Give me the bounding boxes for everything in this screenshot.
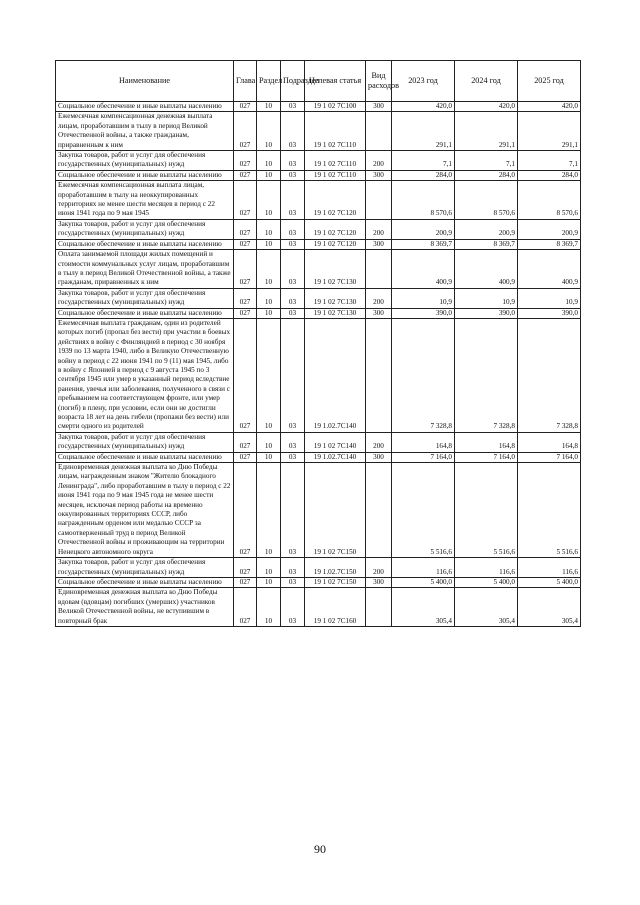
row-glava: 027: [234, 250, 257, 289]
header-2023: 2023 год: [392, 61, 455, 102]
row-razdel: 10: [257, 239, 281, 249]
row-glava: 027: [234, 308, 257, 318]
row-article: 19 1 02 7С160: [305, 588, 366, 627]
table-row: [56, 577, 581, 587]
row-razdel: 10: [257, 558, 281, 578]
row-2023: 390,0: [392, 308, 455, 318]
row-article: 19 1 02 7С120: [305, 219, 366, 239]
row-2025: 200,9: [518, 219, 581, 239]
row-article: 19 1 02 7С100: [305, 102, 366, 112]
row-vid: [366, 112, 392, 151]
row-2023: 7 164,0: [392, 452, 455, 462]
row-vid: 200: [366, 288, 392, 308]
row-podrazdel: 03: [281, 577, 305, 587]
row-vid: 200: [366, 151, 392, 171]
row-2025: 5 516,6: [518, 463, 581, 558]
row-glava: 027: [234, 318, 257, 432]
row-podrazdel: 03: [281, 308, 305, 318]
row-2023: 291,1: [392, 112, 455, 151]
row-podrazdel: 03: [281, 181, 305, 220]
row-name: Ежемесячная компенсационная денежная выплата лицам, проработавшим в тылу в период Великой Отечественной войны, а также гражданам, приравненным к ним: [56, 112, 234, 151]
row-name: Закупка товаров, работ и услуг для обеспечения государственных (муниципальных) нужд: [56, 151, 234, 171]
row-2025: 305,4: [518, 588, 581, 627]
row-glava: 027: [234, 577, 257, 587]
row-name: Единовременная денежная выплата ко Дню Победы лицам, награжденным знаком "Жителю блокадного Ленинграда", либо проработавшим в тылу в период с 22 июня 1941 года по 9 мая 1945 года не менее шести месяцев, исключая период работы на временно оккупированных территориях СССР, либо награжденным орденом или медалью СССР за самоотверженный труд в период Великой Отечественной войны и проживающим на территории Ненецкого автономного округа: [56, 463, 234, 558]
row-razdel: 10: [257, 588, 281, 627]
row-name: Социальное обеспечение и иные выплаты населению: [56, 170, 234, 180]
row-2025: 8 369,7: [518, 239, 581, 249]
row-2024: 164,8: [455, 432, 518, 452]
row-razdel: 10: [257, 308, 281, 318]
row-2025: 284,0: [518, 170, 581, 180]
row-name: Закупка товаров, работ и услуг для обеспечения государственных (муниципальных) нужд: [56, 558, 234, 578]
row-article: 19 1 02 7С130: [305, 288, 366, 308]
row-name: Ежемесячная компенсационная выплата лицам, проработавшим в тылу на неоккупированных территориях не менее шести месяцев в период с 22 июня 1941 года по 9 мая 1945: [56, 181, 234, 220]
row-glava: 027: [234, 181, 257, 220]
row-glava: 027: [234, 288, 257, 308]
row-name: Закупка товаров, работ и услуг для обеспечения государственных (муниципальных) нужд: [56, 432, 234, 452]
row-razdel: 10: [257, 112, 281, 151]
row-razdel: 10: [257, 170, 281, 180]
table-row: [56, 452, 581, 462]
row-article: 19 1 02 7С110: [305, 112, 366, 151]
row-vid: 200: [366, 432, 392, 452]
row-glava: 027: [234, 170, 257, 180]
row-2025: 10,9: [518, 288, 581, 308]
row-article: 19 1 02 7С150: [305, 463, 366, 558]
row-2024: 5 400,0: [455, 577, 518, 587]
row-2024: 8 570,6: [455, 181, 518, 220]
row-vid: [366, 318, 392, 432]
row-razdel: 10: [257, 151, 281, 171]
table-row: [56, 288, 581, 308]
row-2025: 5 400,0: [518, 577, 581, 587]
row-2023: 305,4: [392, 588, 455, 627]
row-2025: 116,6: [518, 558, 581, 578]
row-vid: [366, 250, 392, 289]
table-row: [56, 432, 581, 452]
row-2025: 7 328,8: [518, 318, 581, 432]
row-2024: 291,1: [455, 112, 518, 151]
row-article: 19 1.02.7С140: [305, 318, 366, 432]
row-name: Закупка товаров, работ и услуг для обеспечения государственных (муниципальных) нужд: [56, 288, 234, 308]
row-2023: 7 328,8: [392, 318, 455, 432]
row-2023: 5 400,0: [392, 577, 455, 587]
row-2023: 5 516,6: [392, 463, 455, 558]
row-2024: 116,6: [455, 558, 518, 578]
page-number: 90: [314, 842, 326, 856]
table-row: [56, 181, 581, 220]
row-name: Социальное обеспечение и иные выплаты населению: [56, 452, 234, 462]
header-name: Наименование: [56, 61, 234, 102]
table-row: [56, 102, 581, 112]
row-glava: 027: [234, 151, 257, 171]
header-vid: Вид расходов: [366, 61, 392, 102]
row-article: 19 1 02 7С120: [305, 239, 366, 249]
row-vid: 200: [366, 558, 392, 578]
row-name: Социальное обеспечение и иные выплаты населению: [56, 308, 234, 318]
row-name: Ежемесячная выплата гражданам, один из родителей которых погиб (пропал без вести) при участии в боевых действиях в войну с Финляндией в период с 30 ноября 1939 по 13 марта 1940, либо в Великую Отечественную войну в период с 22 июня 1941 по 9 (11) мая 1945, либо в войну с Японией в период с 9 августа 1945 по 3 сентября 1945 или умер в указанный период вследствие ранения, увечья или заболевания, полученного в связи с пребыванием на соответствующем фронте, или умер (погиб) в плену, при условии, если они не достигли возраста 18 лет на день гибели (пропажи без вести) или смерти одного из родителей: [56, 318, 234, 432]
row-glava: 027: [234, 102, 257, 112]
row-2025: 7 164,0: [518, 452, 581, 462]
row-podrazdel: 03: [281, 102, 305, 112]
row-name: Социальное обеспечение и иные выплаты населению: [56, 239, 234, 249]
row-razdel: 10: [257, 318, 281, 432]
row-2023: 8 570,6: [392, 181, 455, 220]
row-name: Оплата занимаемой площади жилых помещений и стоимости коммунальных услуг лицам, проработавшим в тылу в период Великой Отечественной войны, а также гражданам, приравненных к ним: [56, 250, 234, 289]
row-2024: 5 516,6: [455, 463, 518, 558]
table-row: [56, 463, 581, 558]
row-glava: 027: [234, 432, 257, 452]
header-2025: 2025 год: [518, 61, 581, 102]
row-vid: 300: [366, 577, 392, 587]
row-podrazdel: 03: [281, 219, 305, 239]
row-2024: 7 164,0: [455, 452, 518, 462]
row-podrazdel: 03: [281, 288, 305, 308]
table-row: [56, 318, 581, 432]
header-podrazdel: Подраздел: [281, 61, 305, 102]
row-2024: 200,9: [455, 219, 518, 239]
row-2025: 7,1: [518, 151, 581, 171]
row-glava: 027: [234, 588, 257, 627]
row-2024: 420,0: [455, 102, 518, 112]
row-podrazdel: 03: [281, 558, 305, 578]
row-2023: 164,8: [392, 432, 455, 452]
row-article: 19 1 02 7С130: [305, 250, 366, 289]
row-article: 19 1 02 7С140: [305, 432, 366, 452]
row-2025: 390,0: [518, 308, 581, 318]
row-razdel: 10: [257, 288, 281, 308]
header-2024: 2024 год: [455, 61, 518, 102]
table-row: [56, 112, 581, 151]
row-2025: 420,0: [518, 102, 581, 112]
row-2023: 400,9: [392, 250, 455, 289]
table-row: [56, 308, 581, 318]
row-podrazdel: 03: [281, 112, 305, 151]
row-2024: 305,4: [455, 588, 518, 627]
row-2024: 284,0: [455, 170, 518, 180]
row-razdel: 10: [257, 250, 281, 289]
row-podrazdel: 03: [281, 452, 305, 462]
row-razdel: 10: [257, 181, 281, 220]
row-razdel: 10: [257, 432, 281, 452]
row-2023: 116,6: [392, 558, 455, 578]
row-2023: 284,0: [392, 170, 455, 180]
row-2023: 10,9: [392, 288, 455, 308]
row-glava: 027: [234, 558, 257, 578]
row-2023: 420,0: [392, 102, 455, 112]
table-row: [56, 170, 581, 180]
table-row: [56, 239, 581, 249]
row-glava: 027: [234, 219, 257, 239]
row-name: Закупка товаров, работ и услуг для обеспечения государственных (муниципальных) нужд: [56, 219, 234, 239]
row-podrazdel: 03: [281, 318, 305, 432]
row-podrazdel: 03: [281, 170, 305, 180]
table-row: [56, 558, 581, 578]
row-glava: 027: [234, 452, 257, 462]
row-name: Единовременная денежная выплата ко Дню Победы вдовам (вдовцам) погибших (умерших) участников Великой Отечественной войны, не вступившим в повторный брак: [56, 588, 234, 627]
row-podrazdel: 03: [281, 463, 305, 558]
row-vid: 300: [366, 239, 392, 249]
header-glava: Глава: [234, 61, 257, 102]
row-article: 19 1 02 7С110: [305, 151, 366, 171]
row-2024: 10,9: [455, 288, 518, 308]
header-article: Целевая статья: [305, 61, 366, 102]
row-razdel: 10: [257, 463, 281, 558]
row-2025: 291,1: [518, 112, 581, 151]
row-2025: 8 570,6: [518, 181, 581, 220]
row-glava: 027: [234, 463, 257, 558]
row-article: 19 1 02 7С130: [305, 308, 366, 318]
row-article: 19 1.02.7С140: [305, 452, 366, 462]
row-razdel: 10: [257, 219, 281, 239]
row-podrazdel: 03: [281, 588, 305, 627]
row-podrazdel: 03: [281, 432, 305, 452]
row-vid: [366, 588, 392, 627]
row-vid: 300: [366, 170, 392, 180]
row-article: 19 1 02 7С120: [305, 181, 366, 220]
row-2024: 7,1: [455, 151, 518, 171]
row-razdel: 10: [257, 452, 281, 462]
table-row: [56, 219, 581, 239]
row-podrazdel: 03: [281, 250, 305, 289]
row-article: 19 1.02.7С150: [305, 558, 366, 578]
row-vid: 300: [366, 452, 392, 462]
row-2025: 400,9: [518, 250, 581, 289]
row-vid: 300: [366, 308, 392, 318]
header-razdel: Раздел: [257, 61, 281, 102]
row-vid: [366, 463, 392, 558]
budget-table: [55, 60, 581, 627]
row-2024: 390,0: [455, 308, 518, 318]
row-2023: 200,9: [392, 219, 455, 239]
row-article: 19 1 02 7С150: [305, 577, 366, 587]
row-vid: 300: [366, 102, 392, 112]
row-2024: 8 369,7: [455, 239, 518, 249]
row-2024: 400,9: [455, 250, 518, 289]
row-name: Социальное обеспечение и иные выплаты населению: [56, 577, 234, 587]
row-2023: 7,1: [392, 151, 455, 171]
row-vid: [366, 181, 392, 220]
row-razdel: 10: [257, 577, 281, 587]
row-2025: 164,8: [518, 432, 581, 452]
table-header-row: [56, 61, 581, 102]
table-row: [56, 250, 581, 289]
row-razdel: 10: [257, 102, 281, 112]
table-row: [56, 588, 581, 627]
row-name: Социальное обеспечение и иные выплаты населению: [56, 102, 234, 112]
row-podrazdel: 03: [281, 151, 305, 171]
row-2024: 7 328,8: [455, 318, 518, 432]
row-glava: 027: [234, 112, 257, 151]
table-row: [56, 151, 581, 171]
row-podrazdel: 03: [281, 239, 305, 249]
row-vid: 200: [366, 219, 392, 239]
row-article: 19 1 02 7С110: [305, 170, 366, 180]
row-glava: 027: [234, 239, 257, 249]
row-2023: 8 369,7: [392, 239, 455, 249]
